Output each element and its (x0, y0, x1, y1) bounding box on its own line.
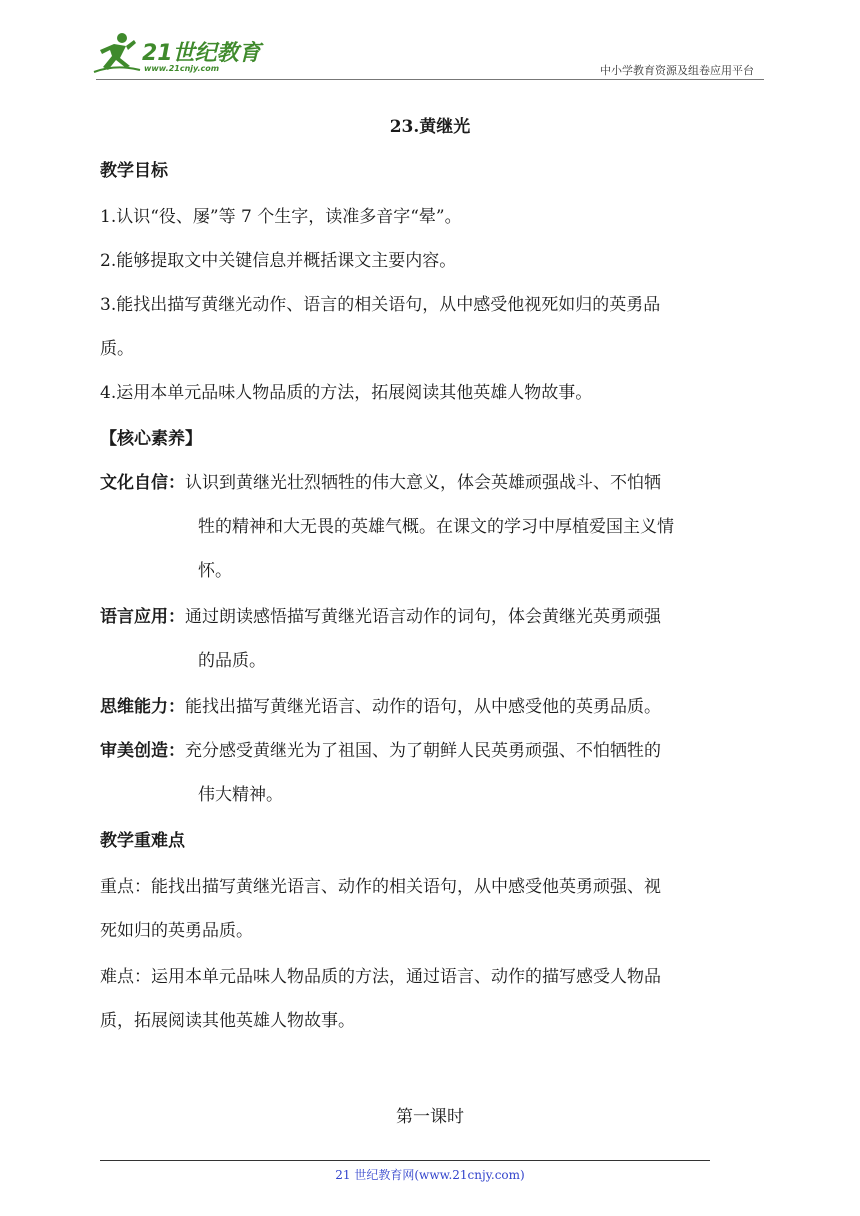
core-item-culture (100, 468, 661, 493)
footer-divider (100, 1160, 710, 1161)
core-text-cont: 伟大精神。 (198, 785, 283, 805)
runner-logo-icon (92, 30, 142, 76)
difficulty-key: 重点：能找出描写黄继光语言、动作的相关语句，从中感受他英勇顽强、视 (100, 877, 661, 897)
objective-2: 2.能够提取文中关键信息并概括课文主要内容。 (100, 251, 457, 271)
objective-3: 3.能找出描写黄继光动作、语言的相关语句，从中感受他视死如归的英勇品 (100, 295, 661, 315)
core-item-thinking (100, 692, 661, 717)
section-heading-difficulty: 教学重难点 (100, 831, 185, 851)
page-title: 23.黄继光 (389, 117, 471, 137)
difficulty-hard: 难点：运用本单元品味人物品质的方法，通过语言、动作的描写感受人物品 (100, 967, 661, 987)
platform-name: 中小学教育资源及组卷应用平台 (600, 64, 754, 77)
section-heading-core: 【核心素养】 (100, 429, 202, 449)
difficulty-hard-cont: 质，拓展阅读其他英雄人物故事。 (100, 1011, 355, 1031)
core-item-language (100, 602, 661, 627)
core-text: 通过朗读感悟描写黄继光语言动作的词句，体会黄继光英勇顽强 (185, 607, 661, 627)
section-heading-objectives: 教学目标 (100, 161, 168, 181)
core-label: 思维能力： (100, 697, 185, 717)
lesson-title: 第一课时 (396, 1107, 464, 1127)
core-text-cont: 怀。 (198, 561, 232, 581)
header-divider (96, 79, 764, 80)
difficulty-key-cont: 死如归的英勇品质。 (100, 921, 253, 941)
logo-text: 21世纪教育 (142, 41, 261, 66)
objective-1: 1.认识“役、屡”等 7 个生字，读准多音字“晕”。 (100, 207, 462, 227)
core-label: 语言应用： (100, 607, 185, 627)
logo-url: www.21cnjy.com (144, 64, 220, 73)
objective-3-cont: 质。 (100, 339, 134, 359)
page-header (0, 0, 860, 90)
core-text-cont: 的品质。 (198, 651, 266, 671)
core-text: 认识到黄继光壮烈牺牲的伟大意义，体会英雄顽强战斗、不怕牺 (185, 473, 661, 493)
core-text: 充分感受黄继光为了祖国、为了朝鲜人民英勇顽强、不怕牺牲的 (185, 741, 661, 761)
core-label: 文化自信： (100, 473, 185, 493)
footer-link[interactable]: 21 世纪教育网(www.21cnjy.com) (335, 1168, 525, 1182)
core-item-aesthetics (100, 736, 661, 761)
objective-4: 4.运用本单元品味人物品质的方法，拓展阅读其他英雄人物故事。 (100, 383, 593, 403)
core-text-cont: 牲的精神和大无畏的英雄气概。在课文的学习中厚植爱国主义情 (198, 517, 674, 537)
core-label: 审美创造： (100, 741, 185, 761)
core-text: 能找出描写黄继光语言、动作的语句，从中感受他的英勇品质。 (185, 697, 661, 717)
site-logo[interactable] (92, 30, 262, 80)
